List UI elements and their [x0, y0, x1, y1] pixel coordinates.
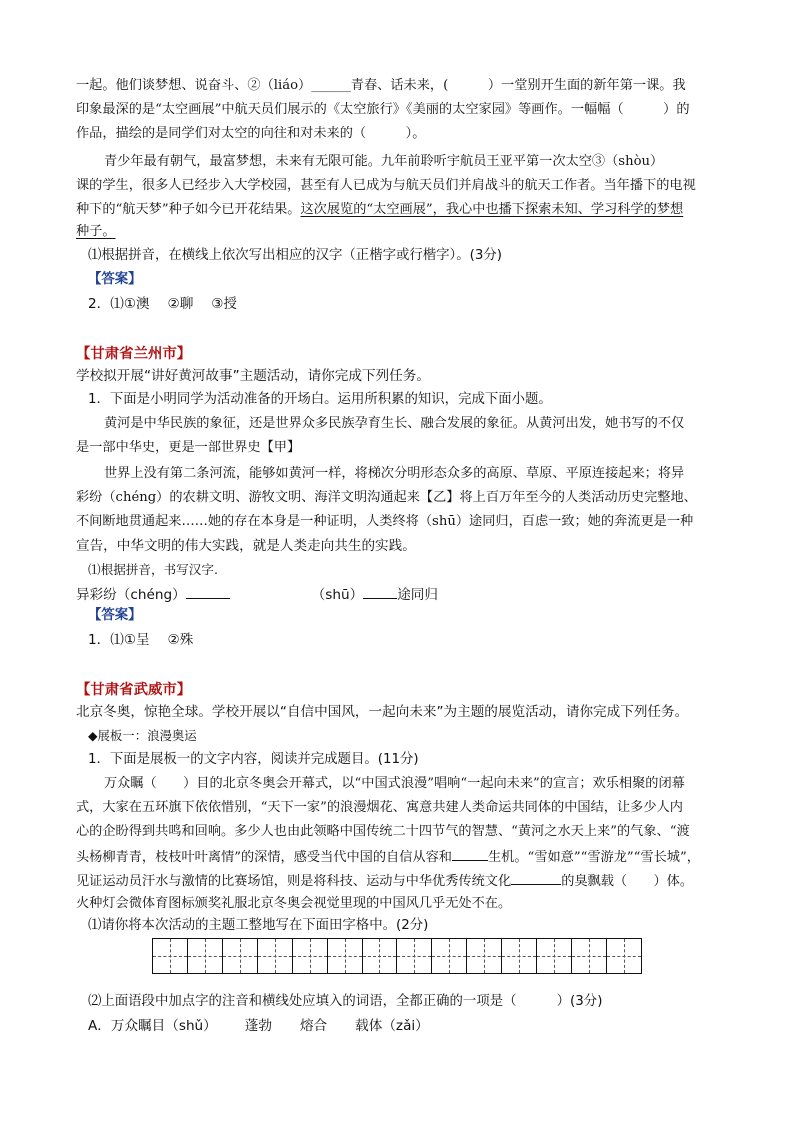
fill-prompt-tail: 途同归 [397, 587, 438, 603]
passage-line: 作品，描绘的是同学们对太空的向往和对未来的（ ）。 [76, 126, 426, 141]
passage-line: 宣告，中华文明的伟大实践，就是人类走向共生的实践。 [76, 538, 416, 554]
fill-line [76, 584, 736, 605]
tianzige-cell[interactable] [188, 939, 223, 973]
tianzige-cell[interactable] [572, 939, 607, 973]
passage-line: 黄河是中华民族的象征，还是世界众多民族孕育生长、融合发展的象征。从黄河出发，她书写的不仅 [104, 416, 685, 431]
task-intro: 北京冬奥，惊艳全球。学校开展以“自信中国风，一起向未来”为主题的展览活动，请你完成下列任务。 [76, 704, 689, 720]
answer-text: 1．⑴①呈 ②殊 [88, 632, 194, 648]
passage-line: 课的学生，很多人已经步入大学校园，甚至有人已成为与航天员们并肩战斗的航天工作者。当年播下的电视 [76, 178, 696, 193]
fill-prompt: （shū） [311, 587, 364, 603]
region-heading: 【甘肃省兰州市】 [76, 346, 192, 362]
answer-blank[interactable] [452, 846, 488, 861]
passage-line: 彩纷（chéng）的农耕文明、游牧文明、海洋文明沟通起来【乙】将上百万年至今的人类活动历史完整地、 [76, 490, 697, 505]
task-text: 1．下面是展板一的文字内容，阅读并完成题目。(11分) [88, 752, 419, 767]
task-text: 1．下面是小明同学为活动准备的开场白。运用所积累的知识，完成下面小题。 [88, 392, 552, 407]
passage-text: 见证运动员汗水与激情的比赛场馆，则是将科技、运动与中华优秀传统文化 [76, 874, 512, 889]
passage-line: 是一部中华史，更是一部世界史【甲】 [76, 440, 301, 455]
passage-text: 的臭飘载（ ）体。 [561, 874, 694, 889]
answer-blank[interactable] [363, 584, 397, 599]
tianzige-cell[interactable] [153, 939, 188, 973]
passage-line: 心的企盼得到共鸣和回响。多少人也由此领略中国传统二十四节气的智慧、“黄河之水天上来”的气象、“渡 [76, 824, 690, 839]
passage-text: 生机。“雪如意”“雪游龙”“雪长城”， [488, 850, 700, 865]
tianzige-cell[interactable] [363, 939, 398, 973]
option-a-label: A．万众瞩目（shǔ） [88, 1018, 217, 1034]
passage-text: 种下的“航天梦”种子如今已开花结果。 [76, 202, 301, 217]
passage-line [76, 870, 736, 892]
tianzige-cell[interactable] [467, 939, 502, 973]
underlined-sentence: 这次展览的“太空画展”，我心中也播下探索未知、学习科学的梦想 [300, 202, 684, 217]
tianzige-cell[interactable] [328, 939, 363, 973]
passage-line: 印象最深的是“太空画展”中航天员们展示的《太空旅行》《美丽的太空家园》等画作。一幅幅（ ）的 [76, 102, 690, 117]
tianzige-cell[interactable] [432, 939, 467, 973]
answer-label: 【答案】 [88, 608, 142, 623]
fill-prompt: 异彩纷（chéng） [76, 587, 186, 603]
answer-blank[interactable] [511, 870, 561, 885]
question-text: ⑴请你将本次活动的主题工整地写在下面田字格中。(2分) [88, 918, 429, 933]
option-a-word-2: 熔合 [299, 1018, 328, 1034]
tianzige-cell[interactable] [397, 939, 432, 973]
answer-text: 2．⑴①澳 ②聊 ③授 [88, 296, 238, 312]
passage-line: 世界上没有第二条河流，能够如黄河一样，将梯次分明形态众多的高原、草原、平原连接起来；将异 [104, 466, 685, 481]
answer-blank[interactable] [186, 584, 230, 599]
passage-line: 不间断地贯通起来……她的存在本身是一种证明，人类终将（shū）途同归，百虑一致；她的奔流更是一种 [76, 514, 694, 529]
tianzige-cell[interactable] [607, 939, 641, 973]
tianzige-cell[interactable] [502, 939, 537, 973]
passage-line [76, 222, 736, 242]
underlined-sentence: 种子。 [76, 224, 116, 239]
tianzige-cell[interactable] [223, 939, 258, 973]
question-text: ⑵上面语段中加点字的注音和横线处应填入的词语，全都正确的一项是（ ）(3分) [88, 994, 603, 1009]
region-heading: 【甘肃省武威市】 [76, 682, 192, 698]
tianzige-grid[interactable] [152, 938, 642, 974]
tianzige-cell[interactable] [537, 939, 572, 973]
board-title: ◆展板一：浪漫奥运 [88, 728, 197, 743]
passage-line: 一起。他们谈梦想、说奋斗、②（liáo）______青春、话未来，( ）一堂别开生面的新年第一课。我 [76, 78, 686, 93]
passage-line [76, 200, 736, 220]
passage-line: 火种灯会微体育图标颁奖礼服北京冬奥会视觉里现的中国风几乎无处不在。 [76, 896, 512, 911]
task-intro: 学校拟开展“讲好黄河故事”主题活动，请你完成下列任务。 [76, 368, 430, 384]
tianzige-cell[interactable] [293, 939, 328, 973]
passage-line: 式，大家在五环旗下依依惜别，“天下一家”的浪漫烟花、寓意共建人类命运共同体的中国结，让多少人内 [76, 800, 683, 815]
passage-text: 头杨柳青青，枝枝叶叶离情”的深情，感受当代中国的自信从容和 [76, 850, 452, 865]
question-text: ⑴根据拼音，书写汉字. [88, 562, 218, 577]
question-text: ⑴根据拼音，在横线上依次写出相应的汉字（正楷字或行楷字）。(3分) [88, 248, 502, 263]
passage-line: 万众瞩（ ）目的北京冬奥会开幕式，以“中国式浪漫”唱响“一起向未来”的宣言；欢乐相聚的闭幕 [104, 776, 685, 791]
passage-line: 青少年最有朝气，最富梦想，未来有无限可能。九年前聆听宇航员王亚平第一次太空③（shòu） [104, 154, 664, 169]
tianzige-cell[interactable] [258, 939, 293, 973]
passage-line [76, 846, 736, 868]
option-a-word-3: 载体（zǎi） [355, 1018, 429, 1034]
option-a[interactable] [88, 1016, 429, 1036]
option-a-word-1: 蓬勃 [244, 1018, 272, 1034]
answer-label: 【答案】 [88, 272, 142, 287]
